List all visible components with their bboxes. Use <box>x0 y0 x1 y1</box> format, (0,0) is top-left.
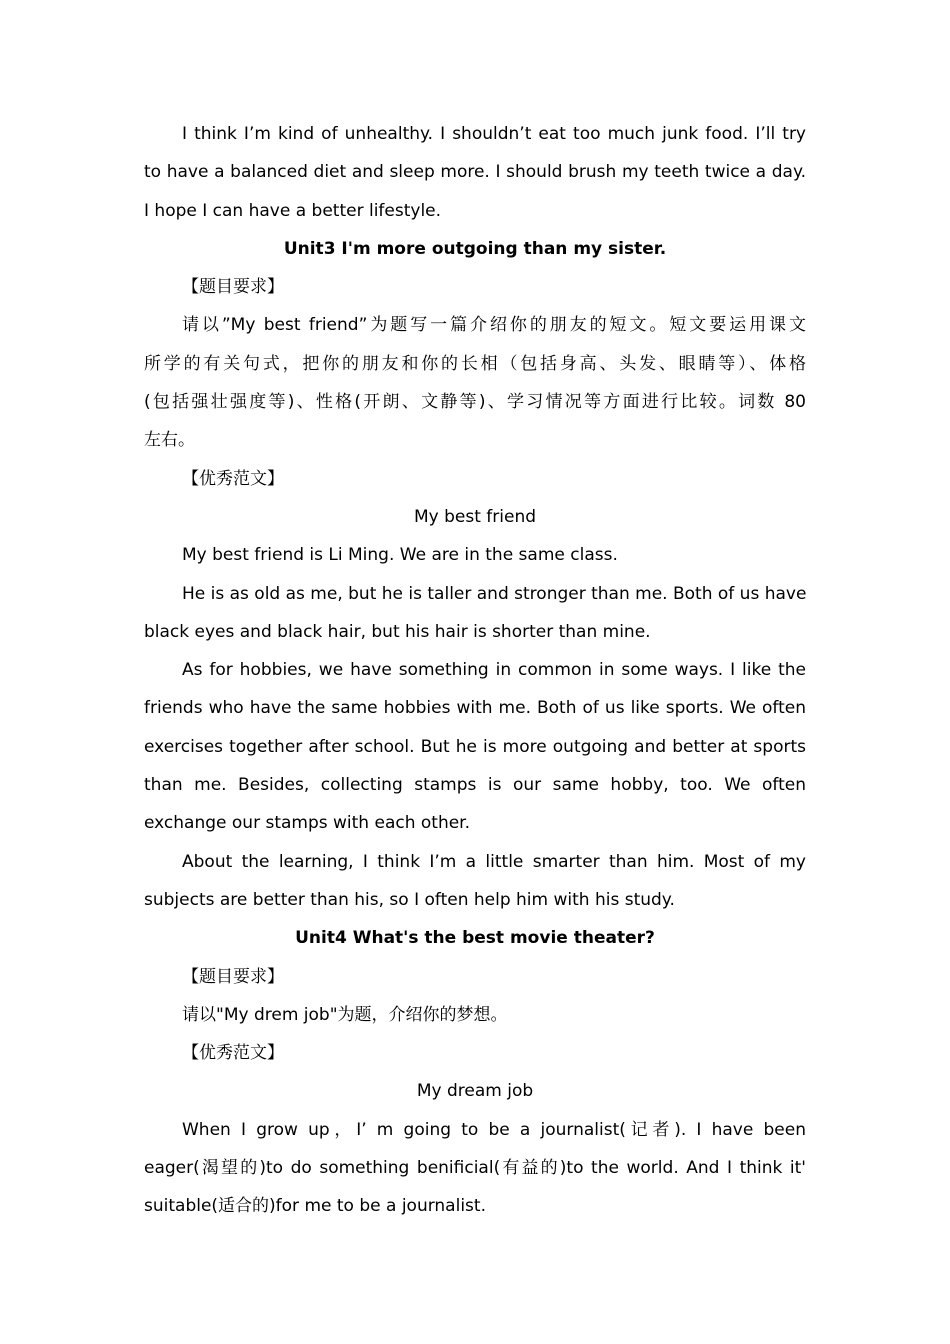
document-page <box>144 115 806 1226</box>
unit3-requirement-line: 所学的有关句式，把你的朋友和你的长相（包括身高、头发、眼睛等）、体格 <box>144 353 806 374</box>
unit4-sample-label: 【优秀范文】 <box>182 1043 284 1064</box>
unit3-essay-line: than me. Besides, collecting stamps is our same hobby, too. We often <box>144 775 806 796</box>
unit4-requirement-line: 请以"My drem job"为题，介绍你的梦想。 <box>182 1004 508 1025</box>
unit4-heading: Unit4 What's the best movie theater? <box>295 928 655 949</box>
unit3-essay-line: exchange our stamps with each other. <box>144 813 471 834</box>
unit4-essay-title: My dream job <box>416 1081 534 1102</box>
unit4-requirement-label: 【题目要求】 <box>182 966 284 987</box>
unit3-essay-line: As for hobbies, we have something in common in some ways. I like the <box>182 660 806 681</box>
unit3-essay-title: My best friend <box>413 506 537 527</box>
unit3-essay-line: subjects are better than his, so I often help him with his study. <box>144 889 675 910</box>
paragraph-line: I think I’m kind of unhealthy. I shouldn’t eat too much junk food. I’ll try <box>182 124 806 144</box>
unit3-requirement-label: 【题目要求】 <box>182 277 284 298</box>
unit3-heading: Unit3 I'm more outgoing than my sister. <box>283 238 667 259</box>
unit4-essay-line: When I grow up，I’ m going to be a journalist(记者). I have been <box>182 1119 806 1140</box>
unit3-essay-line: exercises together after school. But he is more outgoing and better at sports <box>144 736 806 757</box>
unit3-essay-line: My best friend is Li Ming. We are in the same class. <box>182 545 618 566</box>
paragraph-line: to have a balanced diet and sleep more. I should brush my teeth twice a day. <box>144 162 806 183</box>
unit3-requirement-line: 请以”My best friend”为题写一篇介绍你的朋友的短文。短文要运用课文 <box>182 315 806 336</box>
unit4-essay-line: eager(渴望的)to do something benificial(有益的)to the world. And I think it' <box>144 1158 806 1179</box>
unit3-essay-line: black eyes and black hair, but his hair is shorter than mine. <box>144 621 651 642</box>
unit3-sample-label: 【优秀范文】 <box>182 468 284 489</box>
unit3-essay-line: He is as old as me, but he is taller and stronger than me. Both of us have <box>182 583 806 604</box>
unit3-essay-line: About the learning, I think I’m a little smarter than him. Most of my <box>182 851 806 872</box>
paragraph-line: I hope I can have a better lifestyle. <box>144 200 442 221</box>
unit3-requirement-line: (包括强壮强度等)、性格(开朗、文静等)、学习情况等方面进行比较。词数 80 <box>144 392 806 413</box>
unit3-essay-line: friends who have the same hobbies with me. Both of us like sports. We often <box>144 698 806 719</box>
unit3-requirement-line: 左右。 <box>144 430 195 451</box>
unit4-essay-line: suitable(适合的)for me to be a journalist. <box>144 1196 486 1217</box>
